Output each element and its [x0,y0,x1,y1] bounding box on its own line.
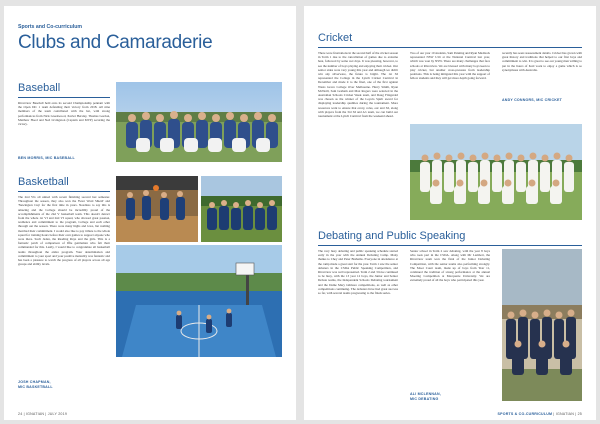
basketball-indoor-photo [116,176,198,242]
baseball-team-photo [116,82,282,162]
cricket-column-2: Two of our year 10 students, Sam Penning and Ryan Maddock represented NSW U16 at the National Carnival last year, which was won by NSW. There are many challenges that face schools at Riverview. We are blessed with many boys keen to play cricket, but another cross-pressure from leadership positions. This is being mitigated this year with the support of fellow students and they will get more depth going forward. [410,51,490,81]
cricket-team-photo [410,124,582,220]
debating-byline-name: ALI MCLENNAN, [410,392,441,396]
baseball-rule [18,97,110,98]
footer-page-label: | IGNATIAN | 25 [553,412,582,416]
debating-column-1: The very busy debating and public speaking schedule started early in the year with the Annual Debating Camp. Many thanks to Chey and Peter Brahams. Everyone in attendance at the camp made a great start for the year. Term 1 saw the senior debaters in the CSDA Public Speaking Competition, and Riverview was well represented. Term 2 and 3 have continued to be busy, with the 13 year 12 boys, the Junior and Senior Debate teams, the Independent Schools Debating tournament and the Dame Mary Gilmore competitions, as well as other competitions continuing. The debaters have had great success so far, with several teams progressing to the finals series. [318,249,398,296]
page-footer-left: 24 | IGNATIAN | JULY 2019 [18,412,68,416]
basketball-team-photo [201,176,282,242]
debating-team-photo [502,249,582,401]
footer-section-label: SPORTS & CO-CURRICULUM [497,412,553,416]
basketball-body: The 2nd VIs all united with recent finishing second last semester. Throughout the season, they also won the 'Peter Ward Shield' and 'Newington Cup' for the first time in years. Needless to say this is amazing and the College should be incredibly proud of the accomplishments of the 2nd V basketball team. This doesn't detract from the whole 1st VI and 2nd VI squad, who showed great passion, resilience and commitment to the program, College and each other through out the season. There were many highs and lows, but nothing matched their commitment. I would also like to pay tribute to the whole squad for training hours before their own games to support anyone who were there. Such Jaden, the Reading Rays and the girls. This is a fantastic patch of comparison of Iffie gentleman who felt their commanded for this. Lastly, I would like to congratulate all basketball teams throughout the entire program. Your determination and commitment to your sport and your positive mentality was fantastic and has been a pleasure to watch the progress of all players across all age groups and ability levels. [18,195,110,267]
section-kicker: Sports and Co-curriculum [18,24,82,30]
cricket-heading: Cricket [318,32,353,44]
debating-byline [410,392,490,401]
basketball-heading: Basketball [18,176,69,188]
baseball-heading: Baseball [18,82,61,94]
basketball-rule [18,191,110,192]
baseball-byline: BEN MORRIS, MIC BASEBALL [18,156,75,160]
cricket-column-3: recently has seen reassessment details. Cricket has grown with great history and traditions that helped to our first boys and commitment to win. It is great to see our young men willing to put in the hours of hard work to enjoy a game which is so synonymous with Australia. [502,51,582,72]
page-footer-right [498,412,583,416]
baseball-body: Riverview Baseball held onto its second Championship pennant with the Open Div 1 team defending their victory from 2018. All nine members of the team contributed with the bat, with strong performances from Nick Greenwood, Xavier Hersley, Thomas Gordon, Matthew Hood and Ned Livingston (Captain and MVP) securing the victory. [18,101,110,127]
right-page [304,6,596,420]
debating-heading: Debating and Public Speaking [318,230,466,242]
page-title: Clubs and Camaraderie [18,32,213,53]
basketball-court-photo [116,245,282,357]
debating-byline-role: MIC DEBATING [410,396,439,401]
cricket-column-1: There were frustrations in the second half of the cricket season in Term 1 due to the cancellation of games due to extreme heat, followed by some wet days. It was pleasing, however, to see the number of boys playing and enjoying their cricket. Our senior sides were very young this year and although we didn't win any silverware, the future is bright. The 1st XI represented the College in the Lynch Cricket Carnival in December and made it to the final, one of the first against Wests Grave College Over Melbourne. Harry Smith, Ryan McNeill, Sam Graham and Max Rogers were selected in the Australian Schools Cricket Week team, and Doug Fitzgerald was chosen as the winner of the Loyola Spirit award for displaying leadership qualities during the tournament. More resources went to ensure that every, roles, our and XI, along with players from the 3rd XI and A's team, we can build our tournament at the Lynch Carnival from the weekend ahead. [318,51,398,119]
cricket-rule [318,47,582,48]
left-page [4,6,296,420]
basketball-byline [18,380,110,389]
basketball-byline-role: MIC BASKETBALL [18,384,53,389]
cricket-byline: ANDY CONNORS, MIC CRICKET [502,98,563,102]
debating-column-2: Senior school in Term 2 saw debating, with the year 8 boys who took part in the CSDA. Along with Mr Lambert, the Riverview team won the final of the Junior Debating Competition, with the senior teams also performing strongly. The Moot Court team, made up of boys from Year 11, continued the tradition of strong performance at the annual Mooting Competition at Macquarie University. We are extremely proud of all the boys who participated this year. [410,249,490,283]
basketball-byline-name: JOSH CHAPMAN, [18,380,51,384]
debating-rule [318,245,582,246]
